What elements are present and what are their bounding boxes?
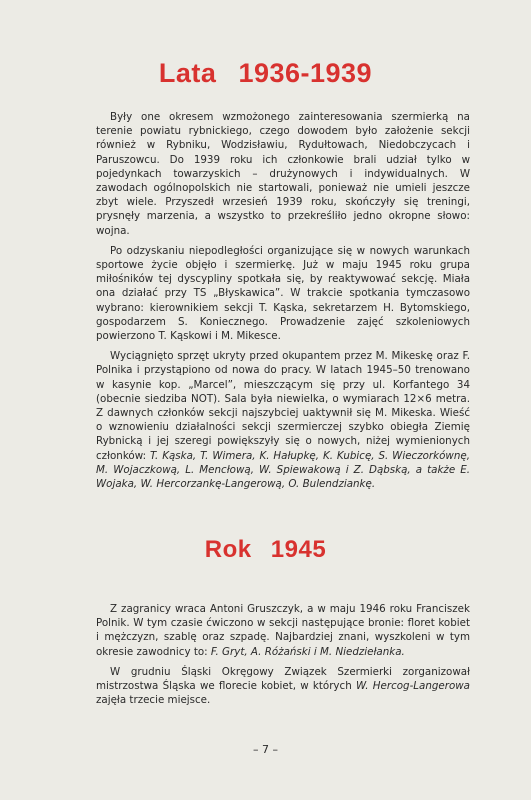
section-body-lata — [96, 110, 470, 497]
page-number: – 7 – — [253, 743, 278, 756]
section-title-lata-1936-1939: Lata 1936-1939 — [158, 58, 373, 88]
section-title-rok-1945: Rok 1945 — [204, 536, 327, 563]
paragraph-text: zajęła trzecie miejsce. — [96, 694, 211, 707]
athlete-name: W. Hercog-Langerowa — [355, 680, 470, 693]
paragraph-text: Wyciągnięto sprzęt ukryty przed okupantem przez M. Mikeskę oraz F. Polnika i przystąpiono od nowa do pracy. W latach 1945–50 trenowano w kasynie kop. „Marcel”, mieszczącym się przy ul. Korfantego 34 (obecnie siedziba NOT). Sala była niewielka, o wymiarach 12×6 metra. Z dawnych członków sekcji najszybciej uaktywnił się M. Mikeska. Wieść o wznowieniu działalności sekcji szermierczej szybko obiegła Ziemię Rybnicką i jej szeregi powiększyły się o nowych, niżej wymienionych członków: — [96, 350, 470, 462]
paragraph: Po odzyskaniu niepodległości organizujące się w nowych warunkach sportowe życie objęło i szermierkę. Już w maju 1945 roku grupa miłośników tej dyscypliny spotkała się, by reaktywować sekcję. Miała ona działać przy TS „Błyskawica”. W trakcie spotkania tymczasowo wybrano: kierownikiem sekcji T. Kąska, sekretarzem H. Bytomskiego, gospodarzem S. Koniecznego. Prowadzenie zajęć szkoleniowych powierzono T. Kąskowi i M. Mikesce. — [96, 244, 470, 343]
paragraph-text: Z zagranicy wraca Antoni Gruszczyk, a w maju 1946 roku Franciszek Polnik. W tym czasie ćwiczono w sekcji następujące bronie: floret kobiet i mężczyzn, szablę oraz szpadę. Najbardziej znani, wyszkoleni w tym okresie zawodnicy to: — [96, 603, 470, 658]
paragraph — [96, 665, 470, 708]
paragraph-text: W grudniu Śląski Okręgowy Związek Szermierki zorganizował mistrzostwa Śląska we florecie kobiet, w których — [96, 665, 470, 693]
paragraph — [96, 602, 470, 659]
section-body-rok — [96, 602, 470, 713]
athlete-names: F. Gryt, A. Różański i M. Niedziełanka. — [210, 645, 405, 658]
member-names: T. Kąska, T. Wimera, K. Hałupkę, K. Kubicę, S. Wieczorkównę, M. Wojaczkową, L. Mencłową, W. Spiewakową i Z. Dąbską, a także E. Wojaka, W. Hercorzankę-Langerową, O. Bulendziankę. — [96, 449, 470, 491]
paragraph: Były one okresem wzmożonego zainteresowania szermierką na terenie powiatu rybnickiego, czego dowodem było założenie sekcji również w Rybniku, Wodzisławiu, Rydułtowach, Niedobczycach i Paruszowcu. Do 1939 roku ich członkowie brali udział tylko w pojedynkach towarzyskich – drużynowych i indywidualnych. W zawodach ogólnopolskich nie startowali, ponieważ nie umieli jeszcze zbyt wiele. Przyszedł wrzesień 1939 roku, skończyły się treningi, prysnęły marzenia, a wszystko to przekreśliło jedno okropne słowo: wojna. — [96, 111, 470, 237]
paragraph — [96, 349, 470, 491]
